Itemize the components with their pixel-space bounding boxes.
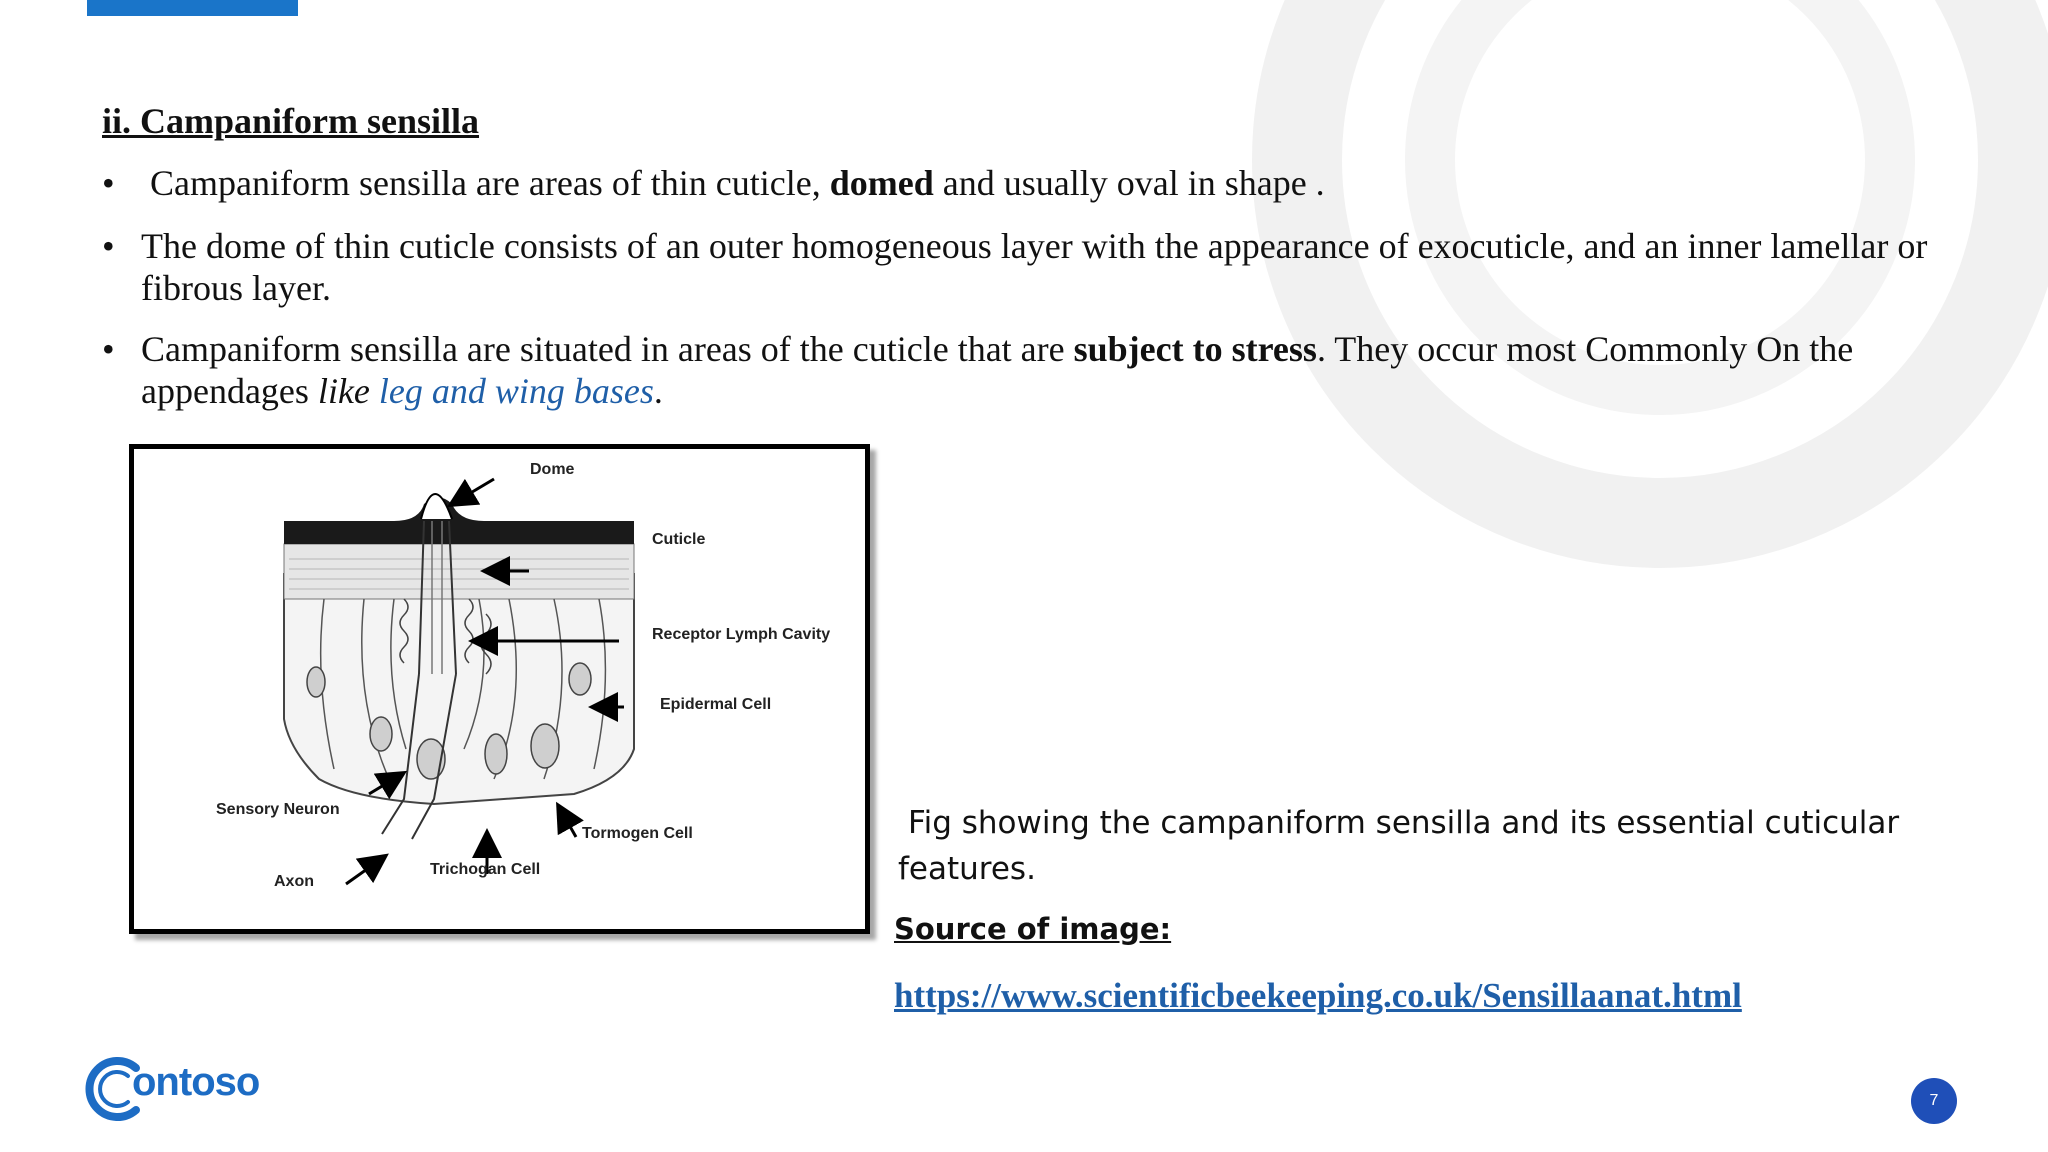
label-axon: Axon xyxy=(274,873,314,890)
bullet-symbol: • xyxy=(102,226,115,266)
slide-heading: ii. Campaniform sensilla xyxy=(102,101,480,141)
label-cuticle: Cuticle xyxy=(652,531,706,548)
bullet-text: The dome of thin cuticle consists of an outer homogeneous layer with the appearance of exocuticle, and an inner lamellar or fibrous layer. xyxy=(141,226,1928,308)
campaniform-sensilla-diagram xyxy=(134,449,865,929)
highlighted-phrase: leg and wing bases xyxy=(378,371,654,411)
label-epidermal-cell: Epidermal Cell xyxy=(660,696,772,713)
source-url-link[interactable]: https://www.scientificbeekeeping.co.uk/Sensillaanat.html xyxy=(894,976,1742,1015)
bullet-text: Campaniform sensilla are situated in areas of the cuticle that are subject to stress. They occur most Commonly On the appendages like leg and wing bases. xyxy=(141,329,1854,411)
figure-frame xyxy=(129,444,870,934)
page-number-badge: 7 xyxy=(1911,1078,1957,1124)
figure-caption: Fig showing the campaniform sensilla and its essential cuticular features. xyxy=(898,805,1900,887)
label-receptor-lymph-cavity: Receptor Lymph Cavity xyxy=(652,626,831,643)
label-trichogen-cell: Trichogan Cell xyxy=(430,861,541,878)
contoso-logo: ontoso xyxy=(84,1054,264,1124)
top-accent-bar xyxy=(87,0,298,16)
bullet-text: Campaniform sensilla are areas of thin cuticle, domed and usually oval in shape . xyxy=(150,163,1325,203)
bullet-symbol: • xyxy=(102,163,115,203)
label-tormogen-cell: Tormogen Cell xyxy=(582,825,693,842)
label-dome: Dome xyxy=(530,461,575,478)
label-sensory-neuron: Sensory Neuron xyxy=(216,801,340,818)
bullet-symbol: • xyxy=(102,329,115,369)
source-label: Source of image: xyxy=(894,912,1172,946)
